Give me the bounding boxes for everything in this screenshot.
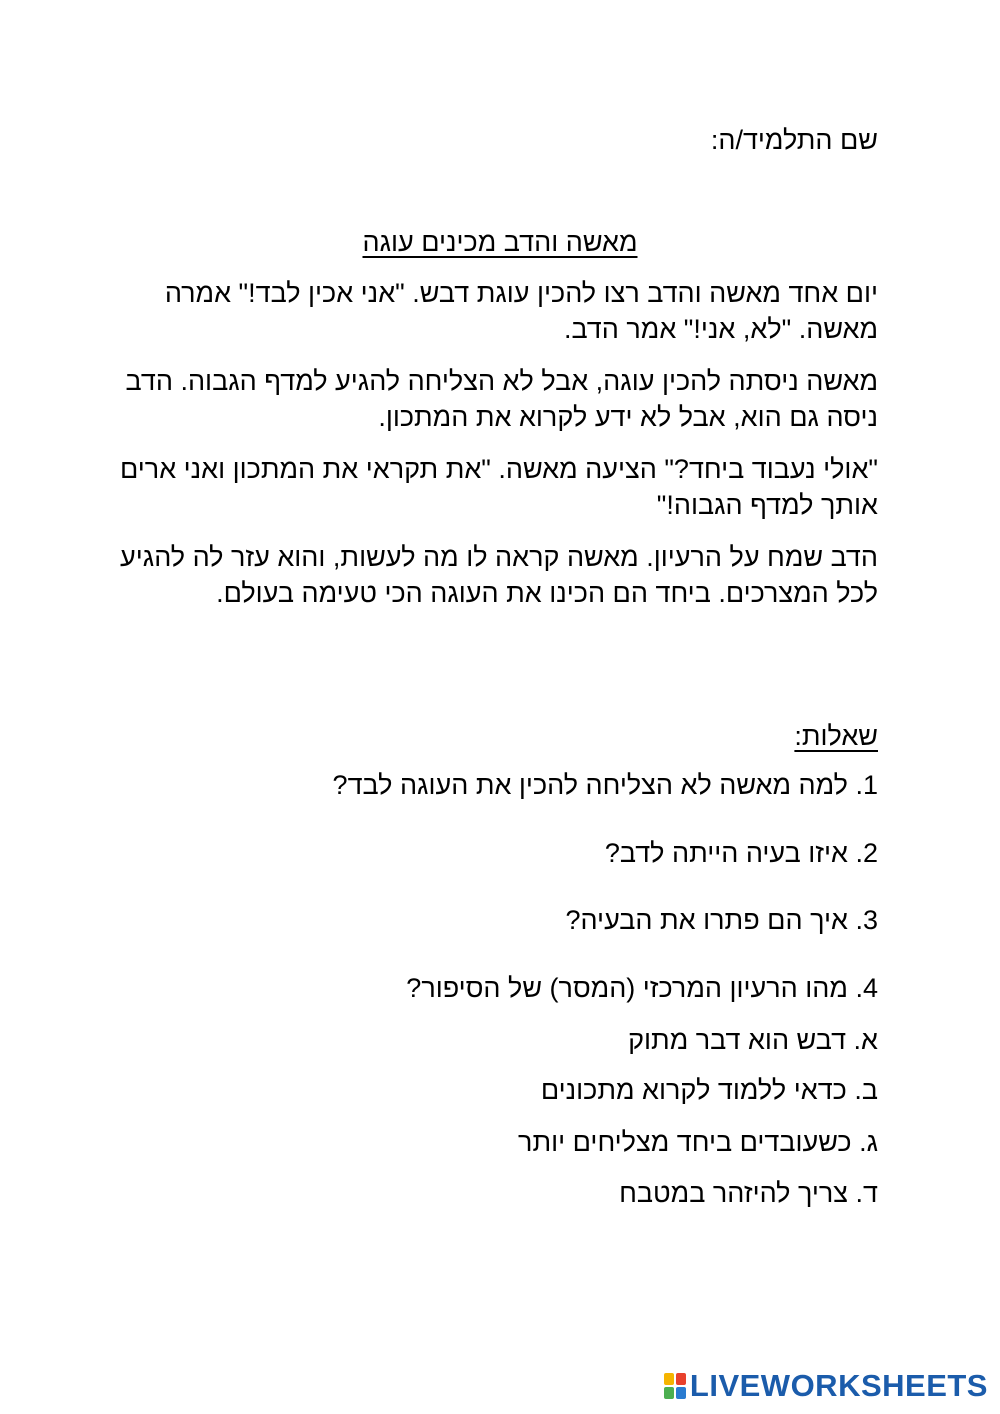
- liveworksheets-logo-text: LIVEWORKSHEETS: [689, 1368, 988, 1403]
- answer-option-c: ג. כשעובדים ביחד מצליחים יותר: [518, 1127, 878, 1157]
- liveworksheets-logo-mark: [664, 1373, 686, 1399]
- logo-mark-cell: [676, 1373, 686, 1385]
- story-paragraph: הדב שמח על הרעיון. מאשה קראה לו מה לעשות, והוא עזר לה להגיע לכל המצרכים. ביחד הם הכינו את העוגה הכי טעימה בעולם.: [120, 542, 878, 608]
- liveworksheets-logo: [664, 1366, 988, 1406]
- story-paragraph: יום אחד מאשה והדב רצו להכין עוגת דבש. "אני אכין לבד!" אמרה מאשה. "לא, אני!" אמר הדב.: [164, 278, 878, 344]
- story-body: [118, 275, 878, 627]
- student-name-label: שם התלמיד/ה:: [710, 125, 878, 155]
- story-paragraph: מאשה ניסתה להכין עוגה, אבל לא הצליחה להגיע למדף הגבוה. הדב ניסה גם הוא, אבל לא ידע לקרוא את המתכון.: [125, 366, 878, 432]
- logo-mark-cell: [676, 1387, 686, 1399]
- question-3: 3. איך הם פתרו את הבעיה?: [565, 905, 878, 935]
- answer-option-b: ב. כדאי ללמוד לקרוא מתכונים: [540, 1075, 878, 1105]
- question-2: 2. איזו בעיה הייתה לדב?: [604, 838, 878, 868]
- logo-mark-cell: [664, 1387, 674, 1399]
- questions-heading: שאלות:: [794, 721, 878, 751]
- story-paragraph: "אולי נעבוד ביחד?" הציעה מאשה. "את תקראי את המתכון ואני ארים אותך למדף הגבוה!": [119, 454, 878, 520]
- story-title: [0, 222, 1000, 262]
- logo-mark-cell: [664, 1373, 674, 1385]
- answer-option-d: ד. צריך להיזהר במטבח: [619, 1178, 878, 1208]
- story-title-text: מאשה והדב מכינים עוגה: [362, 227, 638, 257]
- answer-option-a: א. דבש הוא דבר מתוק: [628, 1025, 878, 1055]
- question-1: 1. למה מאשה לא הצליחה להכין את העוגה לבד?: [332, 770, 878, 800]
- question-4: 4. מהו הרעיון המרכזי (המסר) של הסיפור?: [406, 973, 878, 1003]
